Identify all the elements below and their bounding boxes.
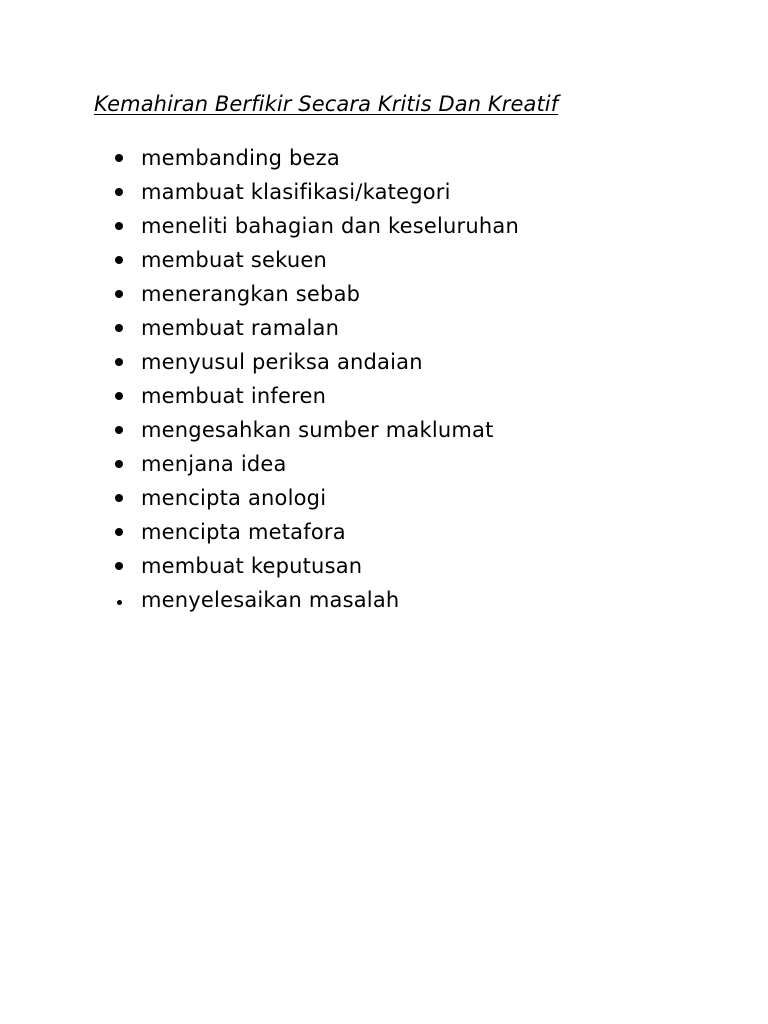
list-item-text: membuat ramalan — [141, 316, 340, 340]
list-item — [112, 141, 519, 175]
list-item — [112, 447, 519, 481]
list-item-text: mengesahkan sumber maklumat — [141, 418, 494, 442]
list-item-text: mambuat klasifikasi/kategori — [141, 180, 451, 204]
document-title: Kemahiran Berfikir Secara Kritis Dan Kreatif — [94, 92, 559, 116]
list-item — [112, 583, 519, 617]
list-item-text: membuat sekuen — [141, 248, 327, 272]
list-item-text: mencipta anologi — [141, 486, 327, 510]
bullet-icon — [115, 154, 123, 162]
bullet-icon — [115, 222, 123, 230]
list-item-text: menyusul periksa andaian — [141, 350, 423, 374]
list-item — [112, 209, 519, 243]
bullet-icon — [115, 290, 123, 298]
list-item — [112, 243, 519, 277]
list-item-text: mencipta metafora — [141, 520, 346, 544]
list-item-text: membanding beza — [141, 146, 340, 170]
bullet-icon — [115, 528, 123, 536]
bullet-icon — [115, 426, 123, 434]
list-item — [112, 345, 519, 379]
bullet-icon — [115, 358, 123, 366]
bullet-icon — [115, 392, 123, 400]
bullet-icon — [115, 562, 123, 570]
list-item-text: menerangkan sebab — [141, 282, 361, 306]
bullet-icon — [115, 188, 123, 196]
list-item — [112, 413, 519, 447]
list-item-text: membuat keputusan — [141, 554, 363, 578]
bullet-icon — [115, 256, 123, 264]
bullet-icon — [117, 600, 122, 605]
list-item — [112, 515, 519, 549]
list-item-text: menyelesaikan masalah — [141, 588, 400, 612]
bullet-icon — [115, 494, 123, 502]
list-item-text: menjana idea — [141, 452, 287, 476]
list-item — [112, 277, 519, 311]
list-item — [112, 311, 519, 345]
list-item-text: meneliti bahagian dan keseluruhan — [141, 214, 519, 238]
list-item — [112, 549, 519, 583]
list-item — [112, 481, 519, 515]
bullet-icon — [115, 324, 123, 332]
list-item — [112, 175, 519, 209]
bullet-icon — [115, 460, 123, 468]
bullet-list — [112, 141, 519, 617]
list-item-text: membuat inferen — [141, 384, 327, 408]
list-item — [112, 379, 519, 413]
